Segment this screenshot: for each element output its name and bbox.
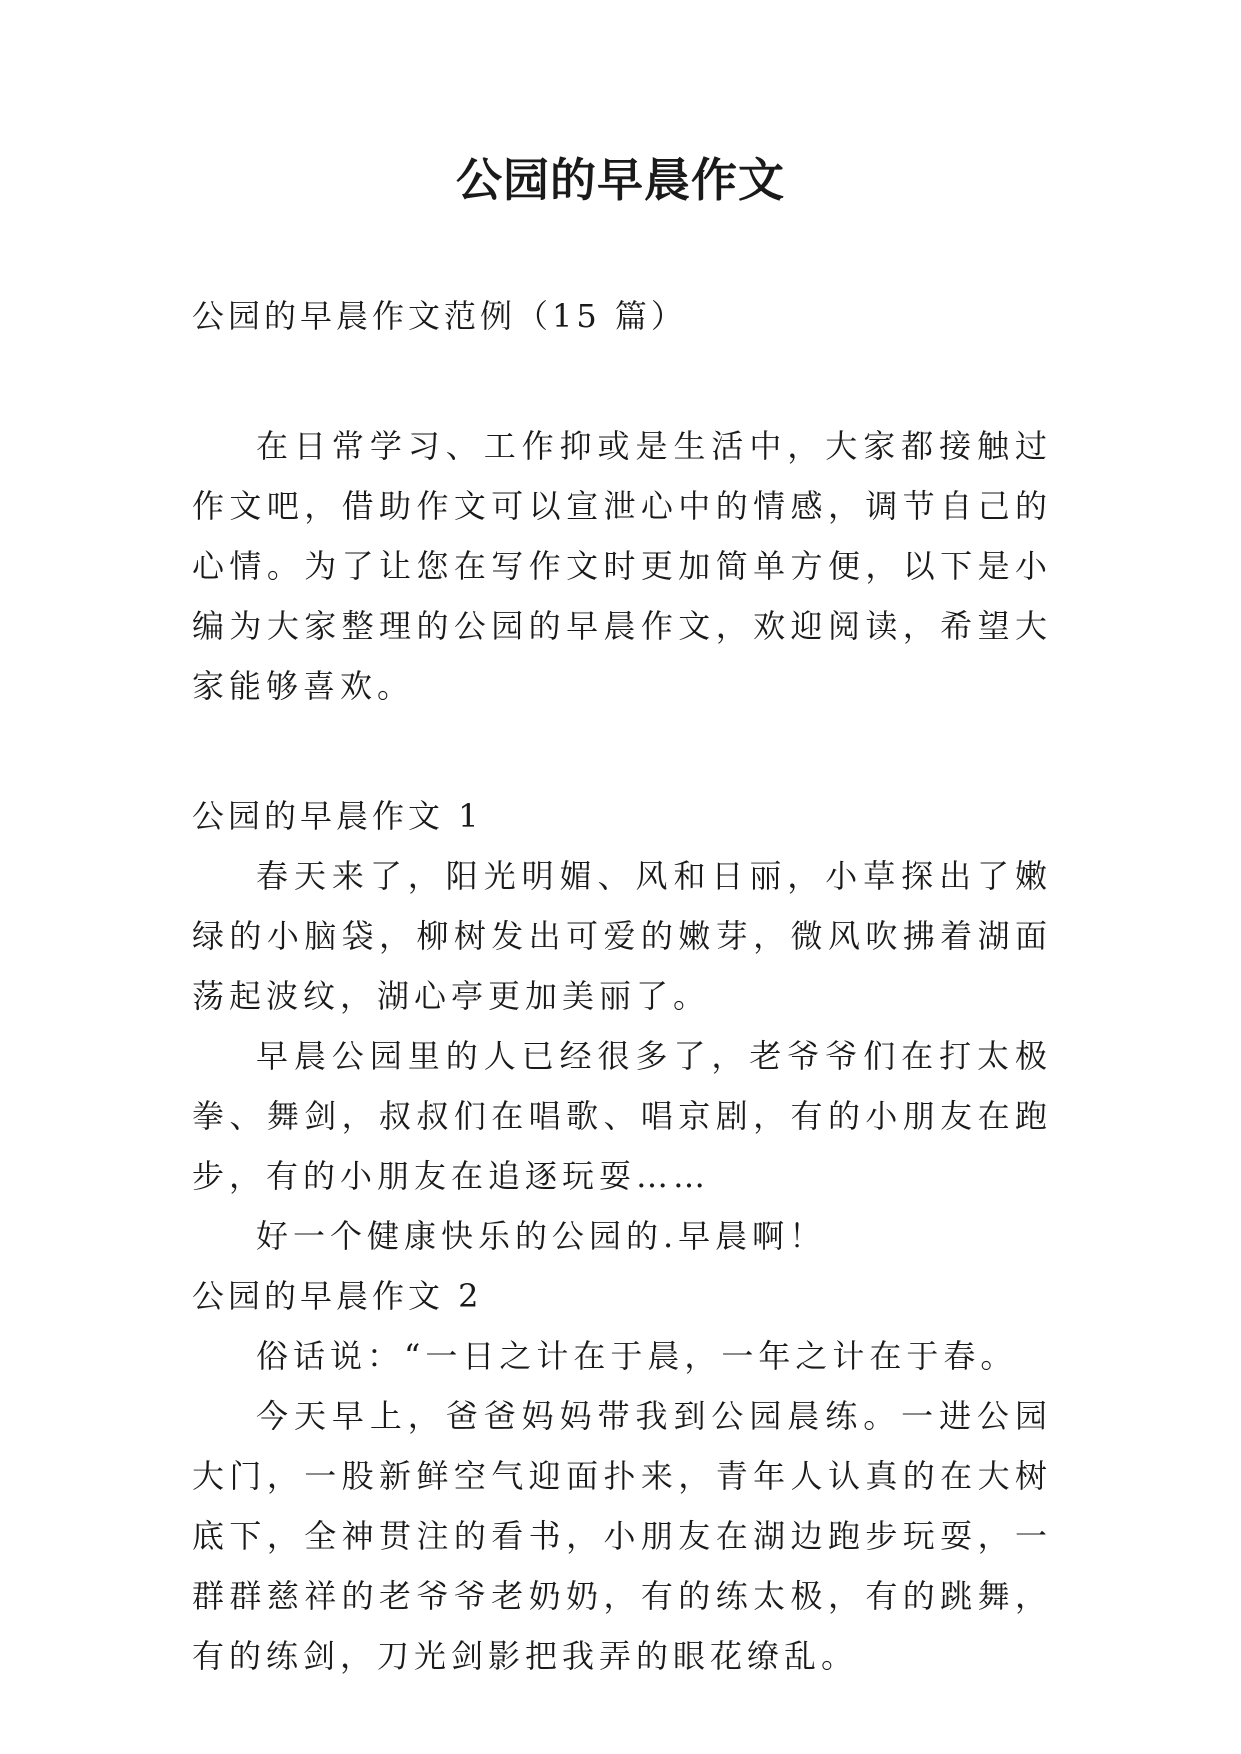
spacer bbox=[192, 716, 1052, 786]
essay-1-heading: 公园的早晨作文 1 bbox=[192, 797, 483, 835]
intro-paragraph: 在日常学习、工作抑或是生活中，大家都接触过作文吧，借助作文可以宣泄心中的情感，调节自己的心情。为了让您在写作文时更加简单方便，以下是小编为大家整理的公园的早晨作文，欢迎阅读，希望大家能够喜欢。 bbox=[192, 427, 1052, 705]
document-body bbox=[192, 286, 1052, 1686]
essay-1-paragraph: 好一个健康快乐的公园的.早晨啊！ bbox=[256, 1217, 827, 1255]
document-title: 公园的早晨作文 bbox=[456, 153, 785, 207]
essay-1-paragraph: 春天来了，阳光明媚、风和日丽，小草探出了嫩绿的小脑袋，柳树发出可爱的嫩芽，微风吹拂着湖面荡起波纹，湖心亭更加美丽了。 bbox=[192, 857, 1052, 1015]
spacer bbox=[192, 346, 1052, 416]
essay-2-paragraph: 今天早上，爸爸妈妈带我到公园晨练。一进公园大门，一股新鲜空气迎面扑来，青年人认真的在大树底下，全神贯注的看书，小朋友在湖边跑步玩耍，一群群慈祥的老爷爷老奶奶，有的练太极，有的跳舞，有的练剑，刀光剑影把我弄的眼花缭乱。 bbox=[192, 1397, 1052, 1675]
document-subtitle: 公园的早晨作文范例（15 篇） bbox=[192, 297, 687, 335]
essay-2-paragraph: 俗话说：“一日之计在于晨，一年之计在于春。 bbox=[256, 1337, 1018, 1375]
essay-2-heading: 公园的早晨作文 2 bbox=[192, 1277, 483, 1315]
essay-1-paragraph: 早晨公园里的人已经很多了，老爷爷们在打太极拳、舞剑，叔叔们在唱歌、唱京剧，有的小朋友在跑步，有的小朋友在追逐玩耍…… bbox=[192, 1037, 1052, 1195]
